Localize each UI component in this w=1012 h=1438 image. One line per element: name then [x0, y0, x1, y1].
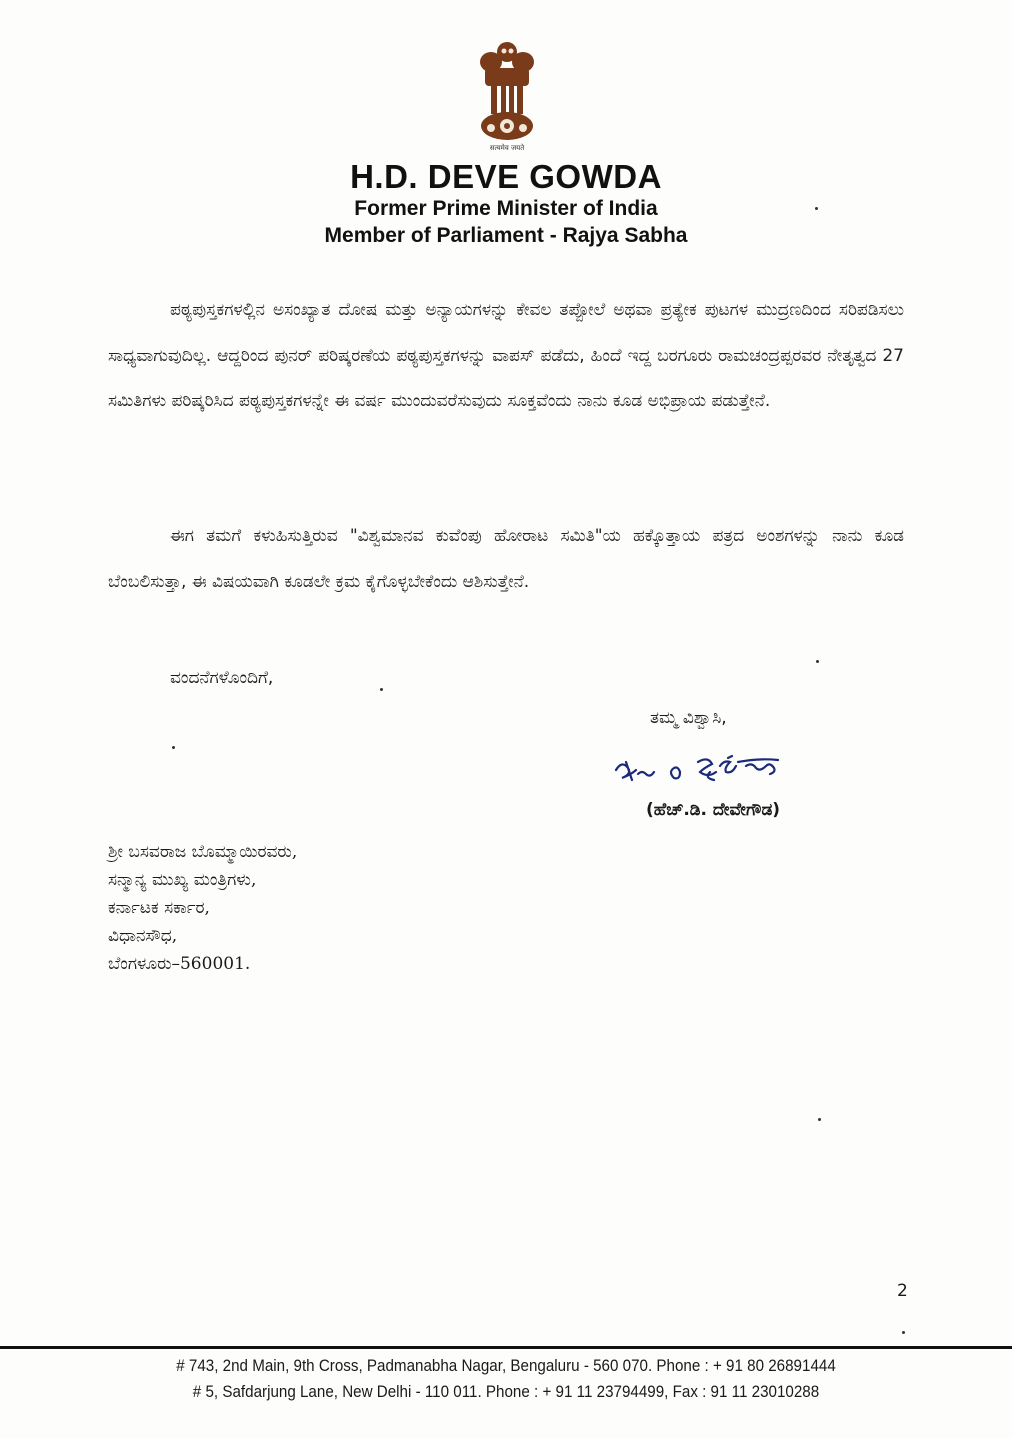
national-emblem-icon	[471, 38, 543, 146]
sign-off: ತಮ್ಮ ವಿಶ್ವಾಸಿ,	[650, 708, 727, 728]
page-number: 2	[897, 1281, 908, 1301]
body-paragraph-1	[108, 288, 904, 425]
footer-address-bengaluru: # 743, 2nd Main, 9th Cross, Padmanabha Nagar, Bengaluru - 560 070. Phone : + 91 80 26891444	[176, 1357, 836, 1375]
footer-divider	[0, 1346, 1012, 1349]
letterhead-name: H.D. DEVE GOWDA	[350, 158, 662, 195]
addressee-line: ಕರ್ನಾಟಕ ಸರ್ಕಾರ,	[108, 898, 210, 918]
letterhead-title-line1: Former Prime Minister of India	[354, 197, 658, 220]
emblem-motto: सत्यमेव जयते	[489, 144, 525, 152]
addressee-line: ಬೆಂಗಳೂರು–560001.	[108, 954, 251, 974]
closing-salutation: ವಂದನೆಗಳೊಂದಿಗೆ,	[170, 668, 274, 688]
paragraph-1-text: ಪಠ್ಯಪುಸ್ತಕಗಳಲ್ಲಿನ ಅಸಂಖ್ಯಾತ ದೋಷ ಮತ್ತು ಅನ್ಯಾಯಗಳನ್ನು ಕೇವಲ ತಪ್ಪೋಲೆ ಅಥವಾ ಪ್ರತ್ಯೇಕ ಪುಟಗಳ ಮುದ್ರಣದಿಂದ ಸರಿಪಡಿಸಲು ಸಾಧ್ಯವಾಗುವುದಿಲ್ಲ. ಆದ್ದರಿಂದ ಪುನರ್ ಪರಿಷ್ಕರಣೆಯ ಪಠ್ಯಪುಸ್ತಕಗಳನ್ನು ವಾಪಸ್ ಪಡೆದು, ಹಿಂದೆ ಇದ್ದ ಬರಗೂರು ರಾಮಚಂದ್ರಪ್ಪರವರ ನೇತೃತ್ವದ 27 ಸಮಿತಿಗಳು ಪರಿಷ್ಕರಿಸಿದ ಪಠ್ಯಪುಸ್ತಕಗಳನ್ನೇ ಈ ವರ್ಷ ಮುಂದುವರೆಸುವುದು ಸೂಕ್ತವೆಂದು ನಾನು ಕೂಡ ಅಭಿಪ್ರಾಯ ಪಡುತ್ತೇನೆ.	[108, 300, 904, 411]
body-paragraph-2	[108, 514, 904, 605]
scan-speck	[172, 746, 175, 749]
handwritten-signature-icon	[612, 748, 802, 788]
scan-speck	[815, 207, 818, 210]
scan-speck	[818, 1118, 821, 1121]
scan-speck	[816, 660, 819, 663]
addressee-line: ಶ್ರೀ ಬಸವರಾಜ ಬೊಮ್ಮಾಯಿರವರು,	[108, 842, 298, 862]
letterhead-title-line2: Member of Parliament - Rajya Sabha	[324, 224, 688, 247]
scan-speck	[380, 688, 383, 691]
footer-address-delhi: # 5, Safdarjung Lane, New Delhi - 110 011. Phone : + 91 11 23794499, Fax : 91 11 23010288	[192, 1383, 820, 1401]
addressee-line: ಸನ್ಮಾನ್ಯ ಮುಖ್ಯ ಮಂತ್ರಿಗಳು,	[108, 870, 257, 890]
paragraph-2-text: ಈಗ ತಮಗೆ ಕಳುಹಿಸುತ್ತಿರುವ "ವಿಶ್ವಮಾನವ ಕುವೆಂಪು ಹೋರಾಟ ಸಮಿತಿ"ಯ ಹಕ್ಕೊತ್ತಾಯ ಪತ್ರದ ಅಂಶಗಳನ್ನು ನಾನು ಕೂಡ ಬೆಂಬಲಿಸುತ್ತಾ, ಈ ವಿಷಯವಾಗಿ ಕೂಡಲೇ ಕ್ರಮ ಕೈಗೊಳ್ಳಬೇಕೆಂದು ಆಶಿಸುತ್ತೇನೆ.	[108, 526, 904, 592]
scan-speck	[902, 1331, 905, 1334]
signer-name: (ಹೆಚ್.ಡಿ. ದೇವೇಗೌಡ)	[646, 800, 781, 820]
addressee-block	[108, 838, 297, 978]
addressee-line: ವಿಧಾನಸೌಧ,	[108, 926, 178, 946]
